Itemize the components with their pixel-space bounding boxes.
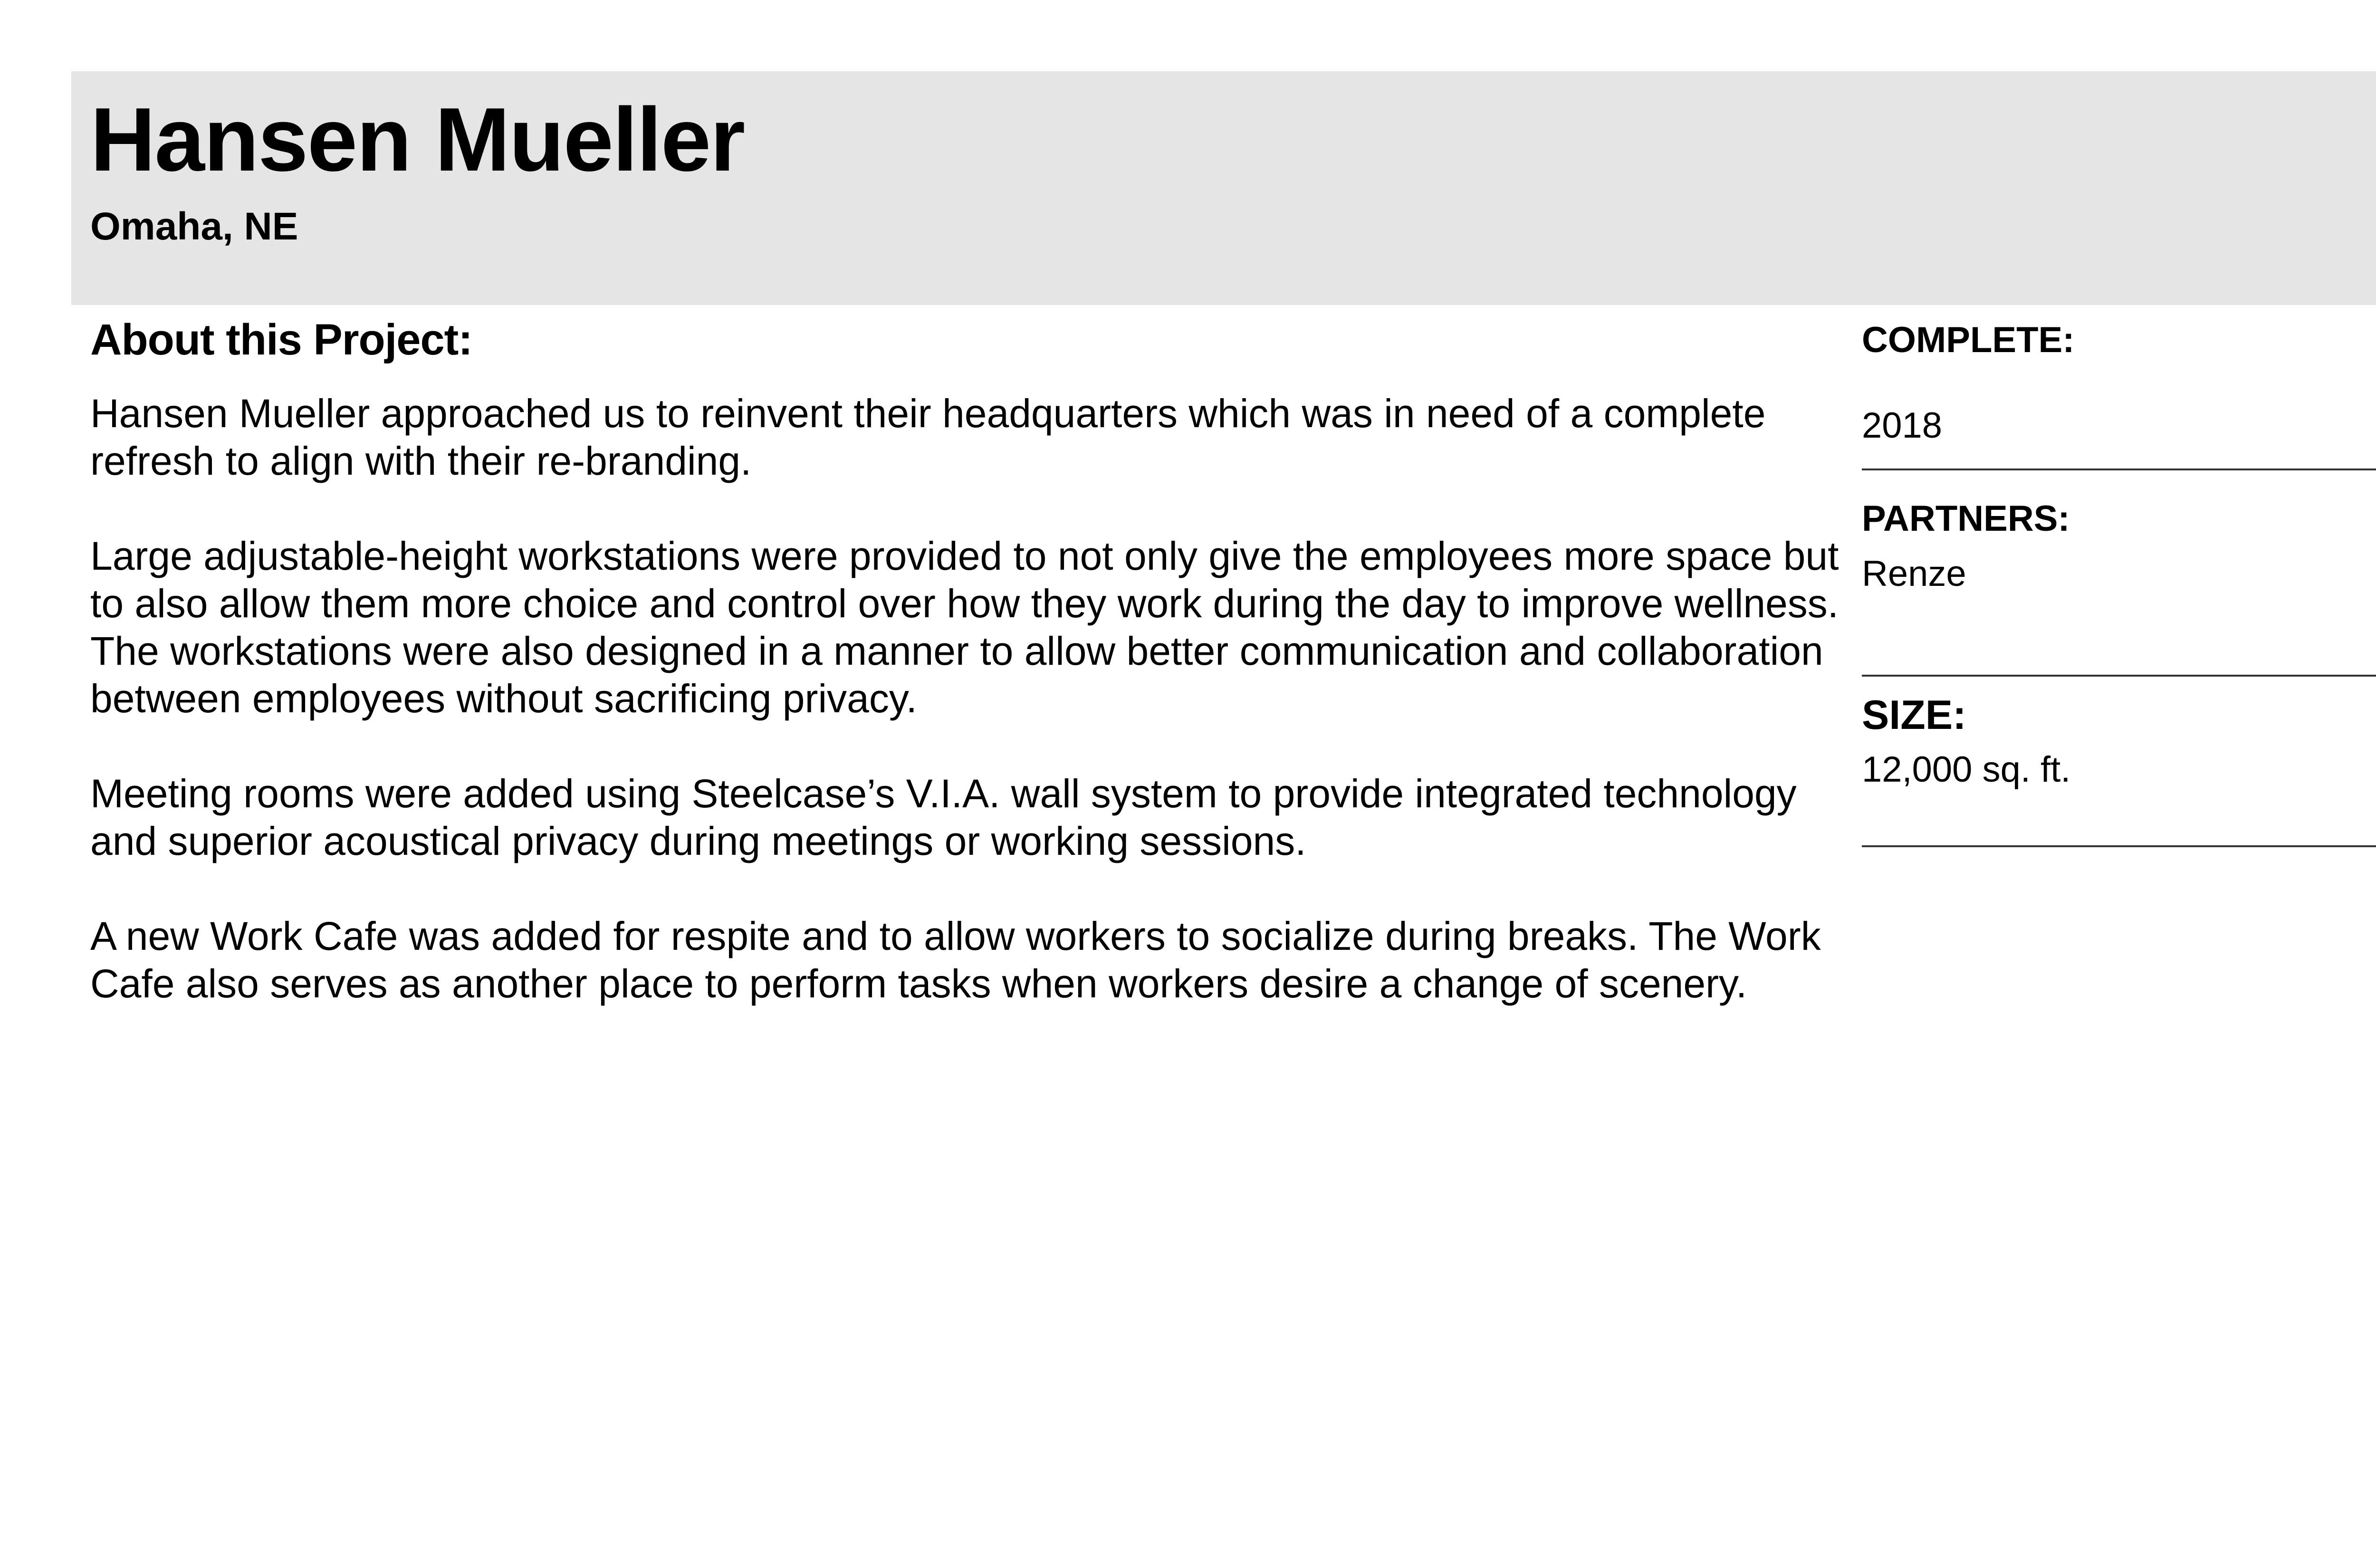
project-details — [1862, 318, 2376, 847]
about-section — [90, 314, 1858, 1055]
about-heading: About this Project: — [90, 316, 472, 364]
partners-block — [1862, 470, 2376, 677]
project-location: Omaha, NE — [90, 205, 298, 248]
complete-label: COMPLETE: — [1862, 320, 2075, 360]
project-title: Hansen Mueller — [90, 89, 745, 190]
about-paragraph: Meeting rooms were added using Steelcase’s V.I.A. wall system to provide integrated technology and superior acoustical privacy during meetings or working sessions. — [90, 771, 1797, 864]
about-paragraph: Hansen Mueller approached us to reinvent their headquarters which was in need of a complete refresh to align with their re-branding. — [90, 391, 1766, 484]
size-label: SIZE: — [1862, 692, 1966, 738]
size-block — [1862, 677, 2376, 847]
header-banner — [71, 71, 2376, 305]
about-body — [90, 390, 1858, 1007]
partners-label: PARTNERS: — [1862, 498, 2070, 539]
complete-block — [1862, 318, 2376, 470]
size-value: 12,000 sq. ft. — [1862, 749, 2071, 790]
about-paragraph: Large adjustable-height workstations were provided to not only give the employees more space but to also allow them more choice and control over how they work during the day to improve wellness. The workstations were also designed in a manner to allow better communication and collaboration between employees without sacrificing privacy. — [90, 534, 1839, 721]
about-paragraph: A new Work Cafe was added for respite and to allow workers to socialize during breaks. The Work Cafe also serves as another place to perform tasks when workers desire a change of scenery. — [90, 914, 1821, 1006]
complete-value: 2018 — [1862, 405, 1943, 446]
partners-value: Renze — [1862, 554, 1966, 594]
